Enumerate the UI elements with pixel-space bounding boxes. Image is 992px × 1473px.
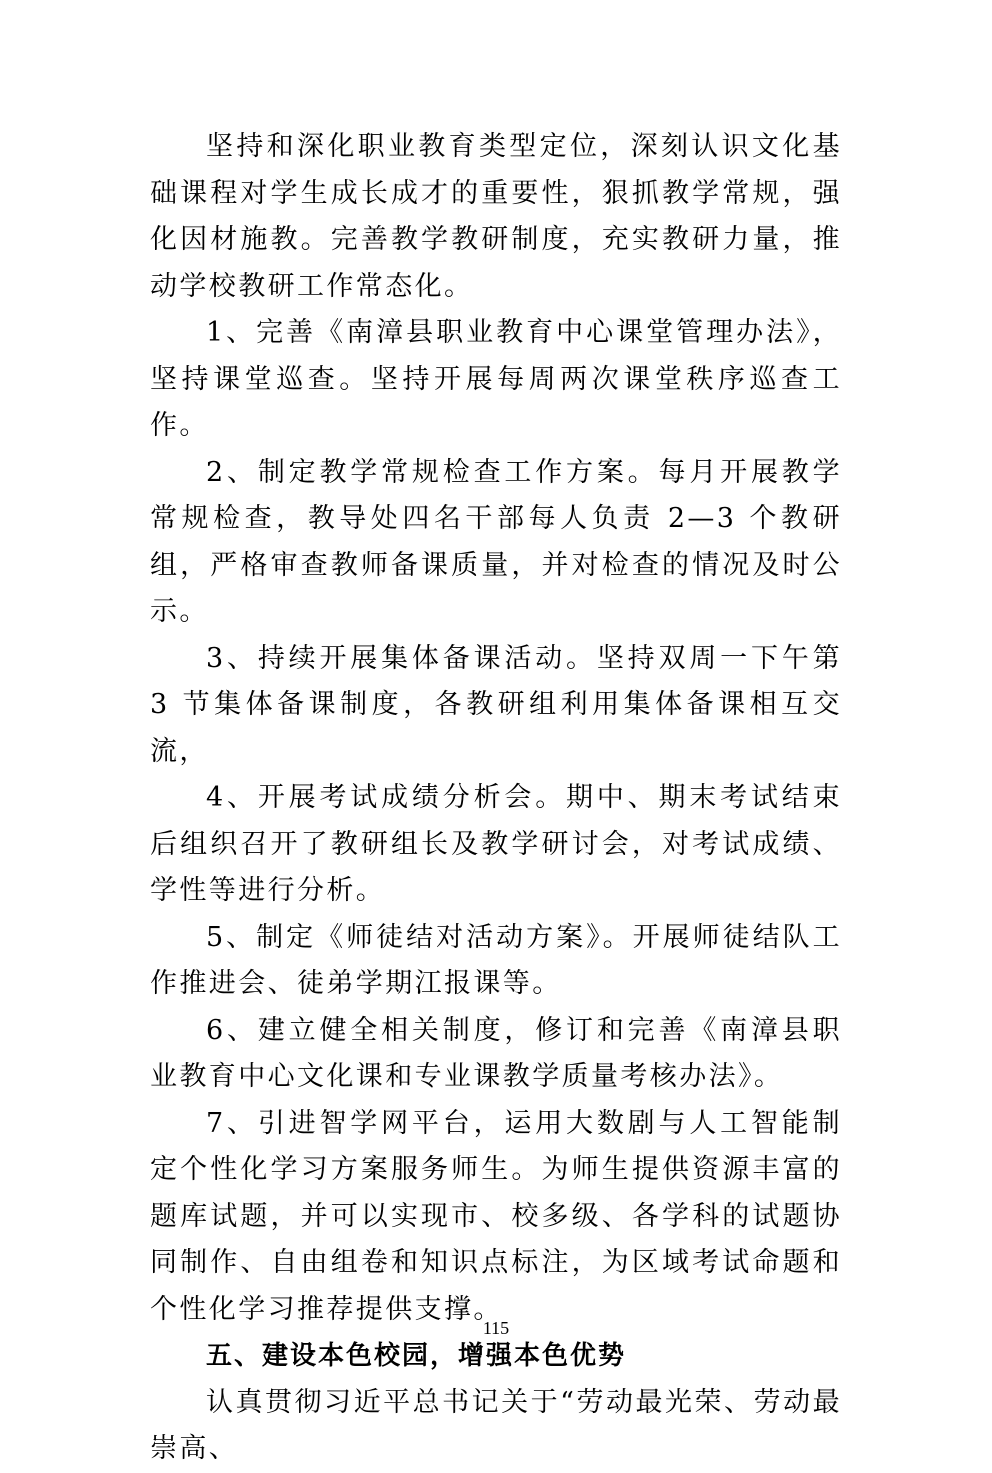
section-heading: 五、建设本色校园，增强本色优势 [206,1341,627,1371]
document-body [150,124,842,1473]
paragraph-intro: 坚持和深化职业教育类型定位，深刻认识文化基础课程对学生成长成才的重要性，狠抓教学常规，强化因材施教。完善教学教研制度，充实教研力量，推动学校教研工作常态化。 [150,131,842,302]
paragraph-item-6: 6、建立健全相关制度，修订和完善《南漳县职业教育中心文化课和专业课教学质量考核办法》。 [150,1014,842,1092]
paragraph-item-3: 3、持续开展集体备课活动。坚持双周一下午第 3 节集体备课制度，各教研组利用集体备课相互交流， [150,642,842,767]
paragraph-item-2: 2、制定教学常规检查工作方案。每月开展教学常规检查，教导处四名干部每人负责 2—3 个教研组，严格审查教师备课质量，并对检查的情况及时公示。 [150,456,842,627]
paragraph-closing: 认真贯彻习近平总书记关于“劳动最光荣、劳动最崇高、 [150,1386,842,1464]
paragraph-item-4: 4、开展考试成绩分析会。期中、期末考试结束后组织召开了教研组长及教学研讨会，对考试成绩、学性等进行分析。 [150,782,842,906]
paragraph-item-1: 1、完善《南漳县职业教育中心课堂管理办法》，坚持课堂巡查。坚持开展每周两次课堂秩序巡查工作。 [150,317,842,441]
paragraph-item-5: 5、制定《师徒结对活动方案》。开展师徒结队工作推进会、徒弟学期江报课等。 [150,921,842,999]
paragraph-item-7: 7、引进智学网平台，运用大数剧与人工智能制定个性化学习方案服务师生。为师生提供资源丰富的题库试题，并可以实现市、校多级、各学科的试题协同制作、自由组卷和知识点标注，为区域考试命题和个性化学习推荐提供支撑。 [150,1107,842,1325]
page-number: 115 [482,1318,510,1338]
